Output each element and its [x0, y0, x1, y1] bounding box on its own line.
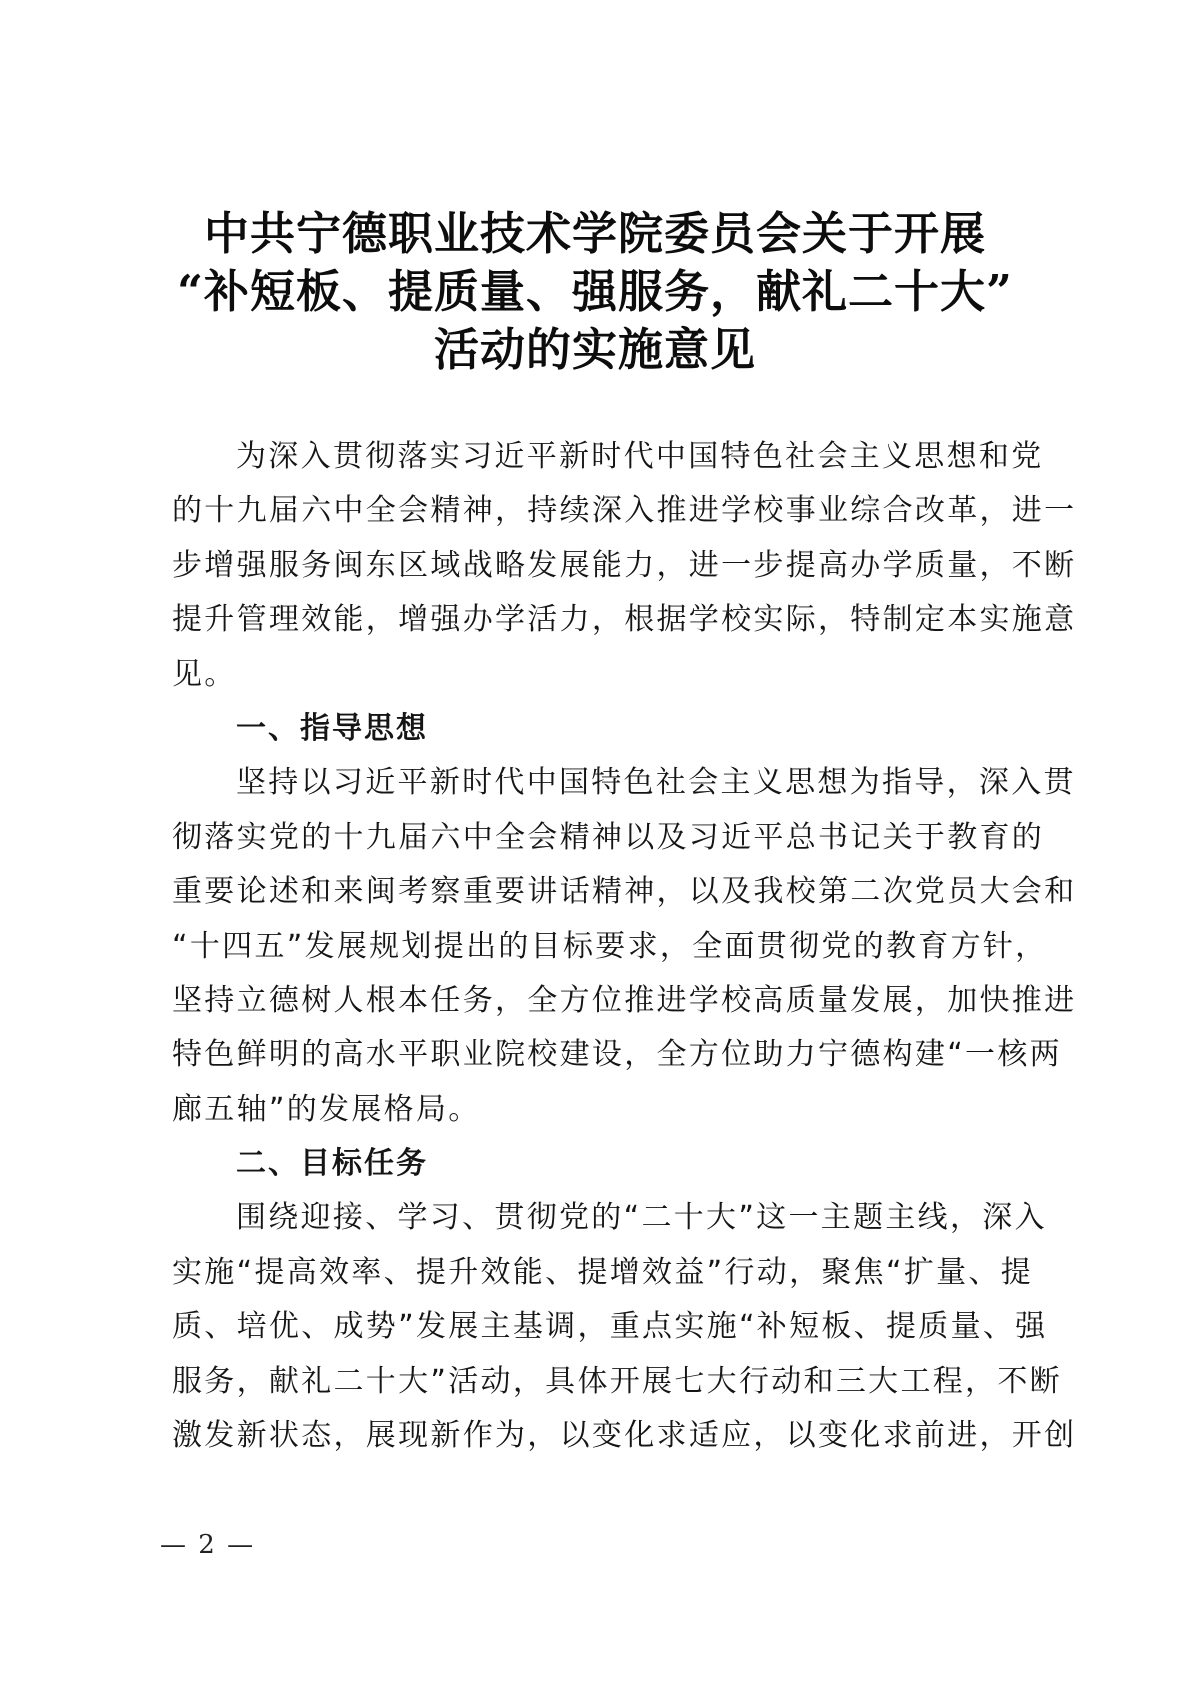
- paragraph-line: 激发新状态，展现新作为，以变化求适应，以变化求前进，开创: [172, 1418, 1077, 1454]
- paragraph-line: 见。: [172, 656, 237, 692]
- title-line-2: “补短板、提质量、强服务，献礼二十大”: [177, 265, 1013, 318]
- paragraph-line: 服务，献礼二十大”活动，具体开展七大行动和三大工程，不断: [172, 1363, 1062, 1399]
- title-line-1: 中共宁德职业技术学院委员会关于开展: [203, 207, 986, 260]
- paragraph-line: 的十九届六中全会精神，持续深入推进学校事业综合改革，进一: [172, 493, 1077, 529]
- paragraph-line: 彻落实党的十九届六中全会精神以及习近平总书记关于教育的: [172, 819, 1045, 855]
- paragraph-line: 步增强服务闽东区域战略发展能力，进一步提高办学质量，不断: [172, 547, 1077, 583]
- section-heading-guiding-ideology: 一、指导思想: [236, 710, 428, 746]
- paragraph-line: 实施“提高效率、提升效能、提增效益”行动，聚焦“扩量、提: [172, 1254, 1034, 1290]
- document-body: [172, 430, 1077, 1463]
- document-title: [140, 205, 1050, 379]
- paragraph-line: 重要论述和来闽考察重要讲话精神，以及我校第二次党员大会和: [172, 874, 1077, 910]
- paragraph-line: “十四五”发展规划提出的目标要求，全面贯彻党的教育方针，: [172, 928, 1048, 964]
- paragraph-line: 提升管理效能，增强办学活力，根据学校实际，特制定本实施意: [172, 602, 1077, 638]
- paragraph-line: 特色鲜明的高水平职业院校建设，全方位助力宁德构建“一核两: [172, 1037, 1062, 1073]
- paragraph-line: 坚持立德树人根本任务，全方位推进学校高质量发展，加快推进: [172, 982, 1077, 1018]
- paragraph-line: 为深入贯彻落实习近平新时代中国特色社会主义思想和党: [236, 439, 1044, 474]
- page-number: — 2 —: [160, 1530, 256, 1560]
- section-heading-goals-tasks: 二、目标任务: [236, 1146, 428, 1182]
- title-line-3: 活动的实施意见: [433, 323, 756, 376]
- paragraph-line: 质、培优、成势”发展主基调，重点实施“补短板、提质量、强: [172, 1309, 1048, 1345]
- paragraph-line: 围绕迎接、学习、贯彻党的“二十大”这一主题主线，深入: [236, 1200, 1047, 1236]
- paragraph-line: 廊五轴”的发展格局。: [172, 1091, 481, 1127]
- paragraph-line: 坚持以习近平新时代中国特色社会主义思想为指导，深入贯: [236, 765, 1076, 801]
